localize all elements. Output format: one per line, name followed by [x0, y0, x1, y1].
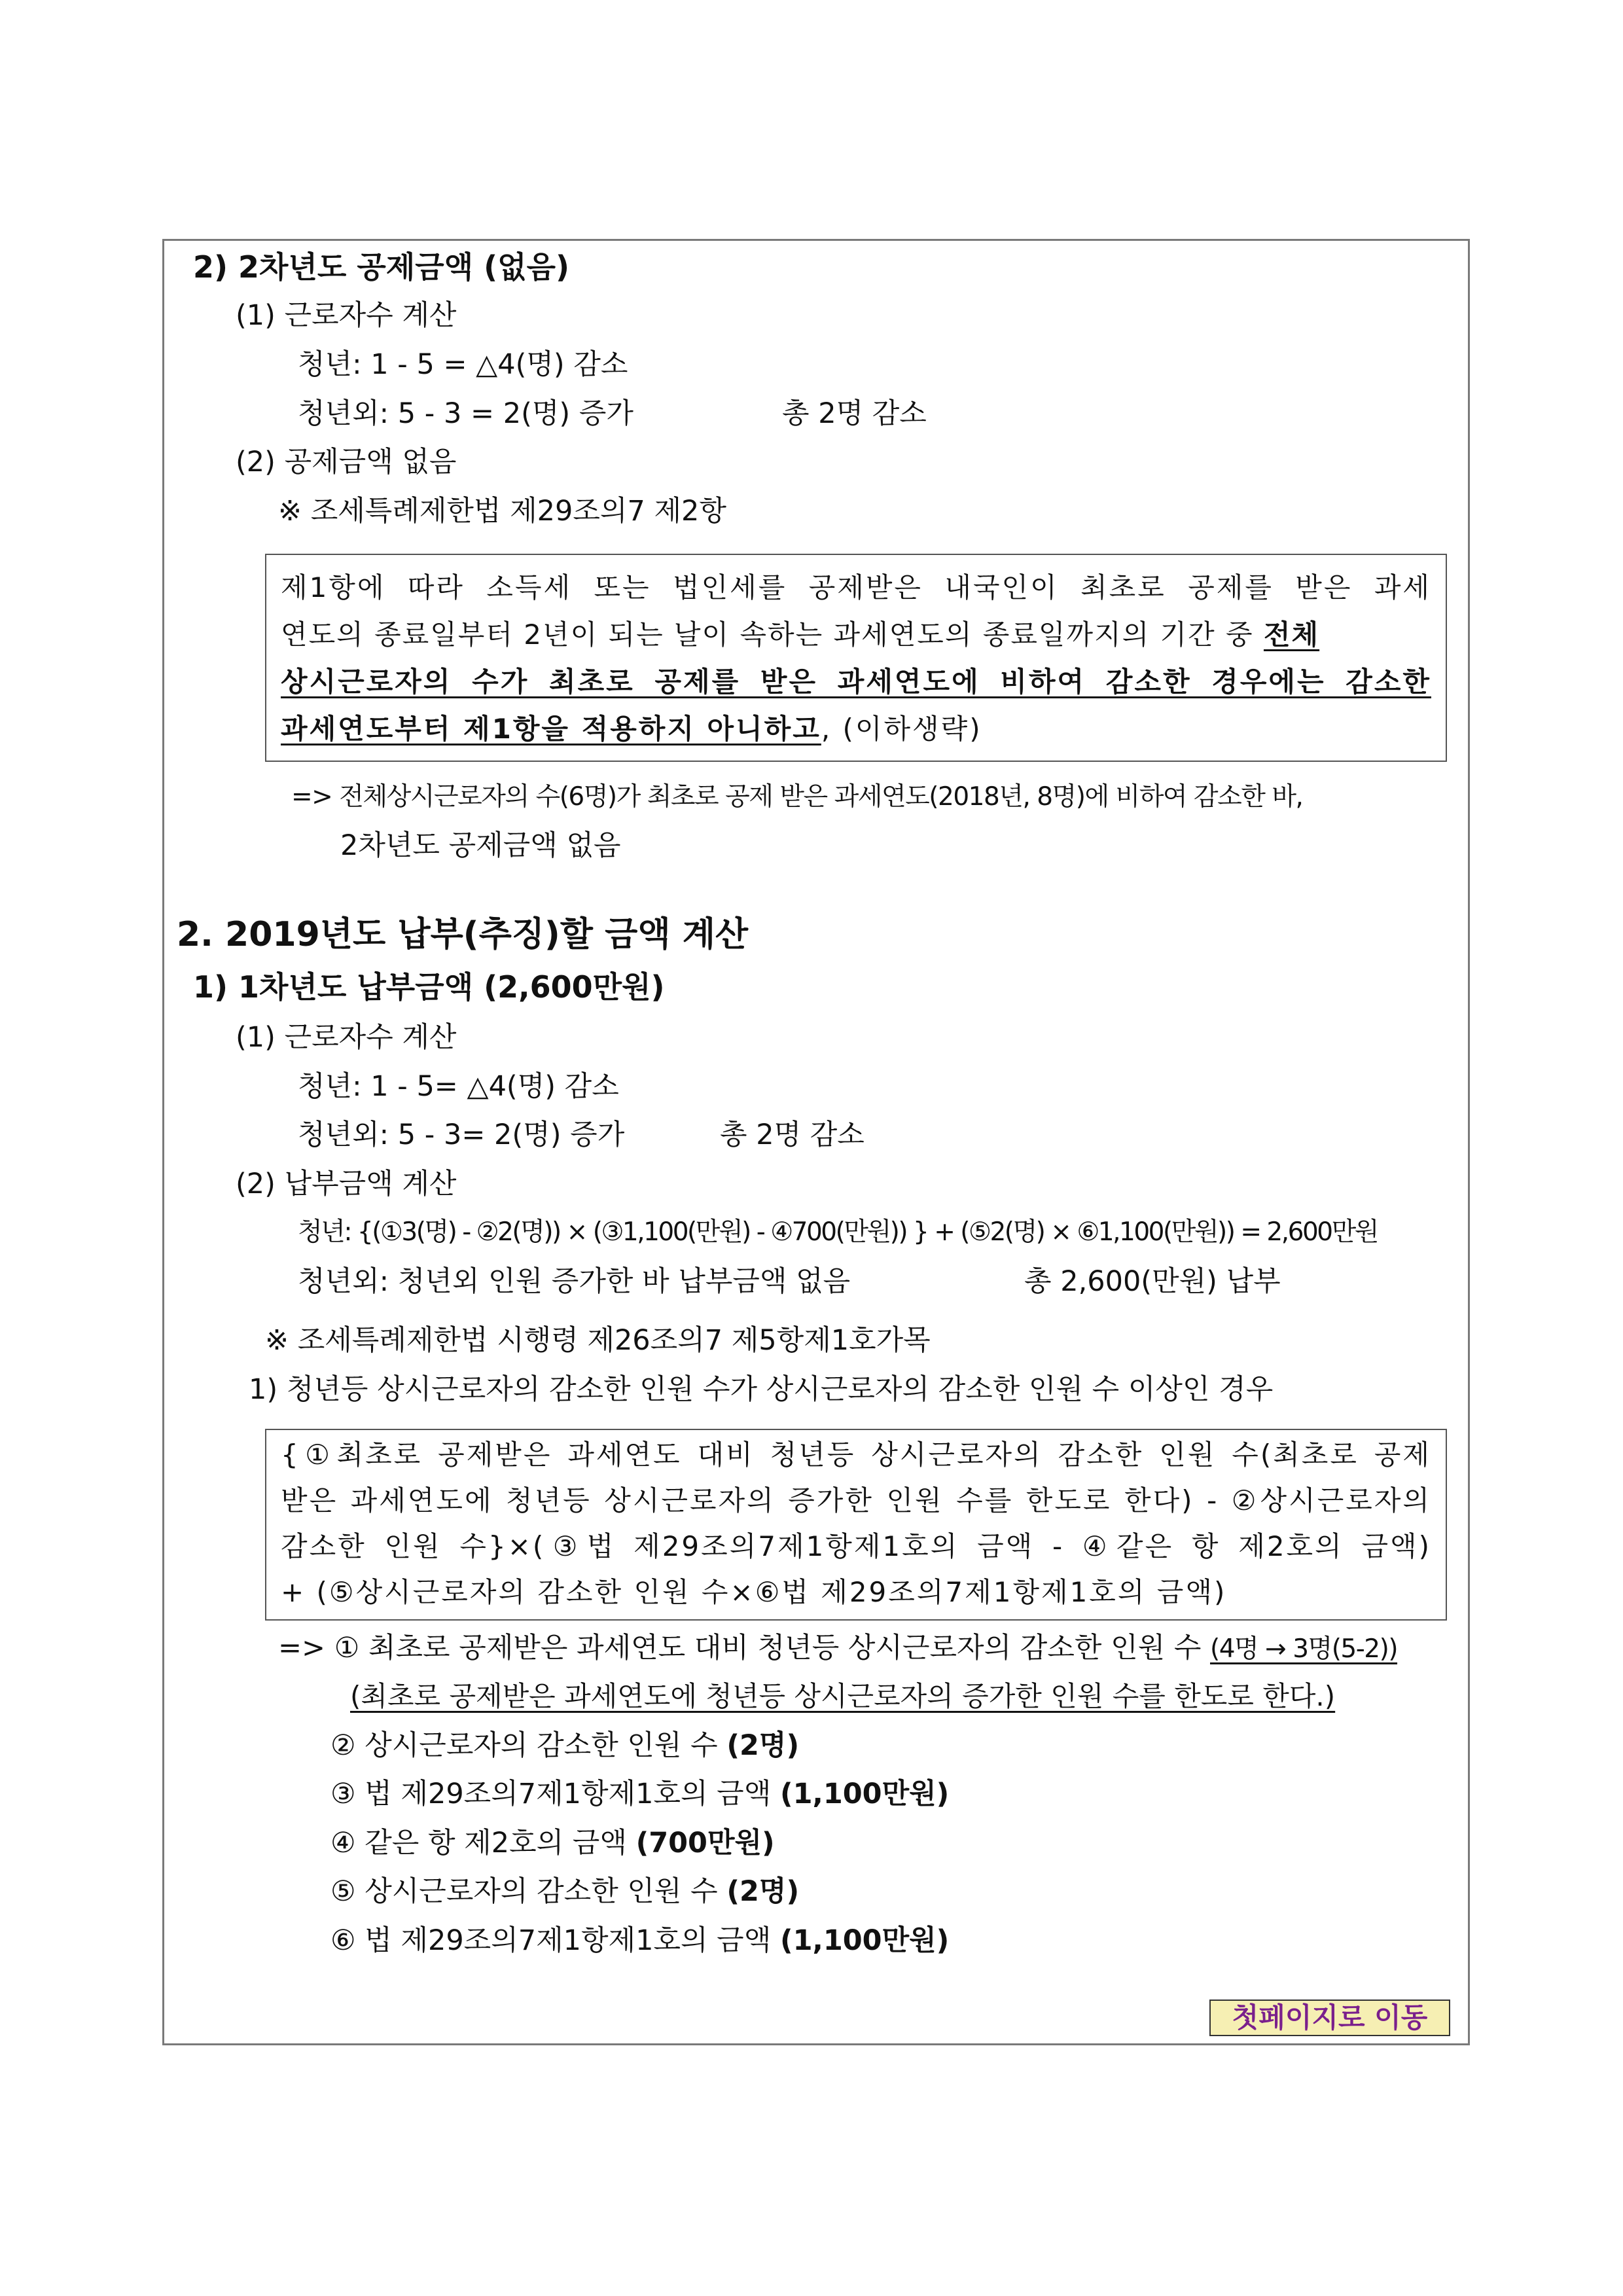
- explanation-6: [330, 1921, 949, 1960]
- youth-count-line: 청년: 1 - 5 = △4(명) 감소: [298, 348, 628, 381]
- section-title-2019: 2. 2019년도 납부(추징)할 금액 계산: [177, 915, 749, 954]
- formula-text-line: + (⑤상시근로자의 감소한 인원 수×⑥법 제29조의7제1항제1호의 금액): [281, 1576, 1227, 1608]
- explanation-2: [330, 1726, 799, 1765]
- subsection-title-year1: 1) 1차년도 납부금액 (2,600만원): [193, 969, 665, 1005]
- law-reference: ※ 조세특례제한법 제29조의7 제2항: [278, 495, 726, 528]
- total-change: 총 2명 감소: [720, 1119, 865, 1151]
- law-text-emphasis: 과세연도부터 제1항을 적용하지 아니하고: [281, 713, 821, 745]
- explanation-value: (2명): [726, 1729, 800, 1762]
- law-text-box: [265, 554, 1447, 762]
- law-text-span: , (이하생략): [821, 713, 982, 745]
- explanation-value: (700만원): [635, 1827, 775, 1859]
- conclusion-line-1: => 전체상시근로자의 수(6명)가 최초로 공제 받은 과세연도(2018년, 8명)에 비하여 감소한 바,: [291, 782, 1303, 812]
- section-title-year2: 2) 2차년도 공제금액 (없음): [193, 249, 570, 285]
- youth-payment-formula: 청년: {(①3(명) - ②2(명)) × (③1,100(만원) - ④700(만원)) } + (⑤2(명) × ⑥1,100(만원)) = 2,600만원: [298, 1217, 1378, 1247]
- explanation-1-note: [350, 1677, 1335, 1716]
- nonyouth-payment-line: 청년외: 청년외 인원 증가한 바 납부금액 없음: [298, 1265, 851, 1298]
- subheading-worker-count: (1) 근로자수 계산: [236, 299, 457, 332]
- explanation-value: (1,100만원): [779, 1778, 950, 1810]
- subheading-deduction: (2) 공제금액 없음: [236, 446, 457, 478]
- law-text-line: [281, 709, 1431, 749]
- total-change: 총 2명 감소: [782, 397, 927, 430]
- explanation-text: ② 상시근로자의 감소한 인원 수: [330, 1729, 727, 1762]
- youth-count-line: 청년: 1 - 5= △4(명) 감소: [298, 1070, 619, 1103]
- go-to-first-page-button[interactable]: 첫페이지로 이동: [1209, 2000, 1450, 2036]
- formula-text-line: 감소한 인원 수}×(③법 제29조의7제1항제1호의 금액 - ④같은 항 제2호의 금액): [281, 1530, 1431, 1562]
- total-payment: 총 2,600(만원) 납부: [1024, 1265, 1281, 1298]
- explanation-text: => ① 최초로 공제받은 과세연도 대비 청년등 상시근로자의 감소한 인원 수: [278, 1632, 1211, 1664]
- explanation-value: (4명 → 3명(5-2)): [1210, 1634, 1398, 1664]
- decree-reference: ※ 조세특례제한법 시행령 제26조의7 제5항제1호가목: [265, 1324, 931, 1357]
- explanation-4: [330, 1823, 775, 1863]
- law-text-emphasis: 상시근로자의 수가 최초로 공제를 받은 과세연도에 비하여 감소한 경우에는 감소한: [281, 666, 1431, 698]
- conclusion-line-2: 2차년도 공제금액 없음: [340, 829, 621, 862]
- explanation-5: [330, 1872, 799, 1911]
- nonyouth-count-line: 청년외: 5 - 3= 2(명) 증가: [298, 1119, 625, 1151]
- law-text-line: 제1항에 따라 소득세 또는 법인세를 공제받은 내국인이 최초로 공제를 받은 과세: [281, 571, 1431, 603]
- explanation-text: ⑥ 법 제29조의7제1항제1호의 금액: [330, 1924, 780, 1957]
- explanation-1: [278, 1628, 1397, 1669]
- explanation-value: (2명): [726, 1875, 800, 1908]
- formula-text-line: 받은 과세연도에 청년등 상시근로자의 증가한 인원 수를 한도로 한다) - ②상시근로자의: [281, 1484, 1431, 1516]
- explanation-note-text: (최초로 공제받은 과세연도에 청년등 상시근로자의 증가한 인원 수를 한도로 한다.): [350, 1680, 1336, 1712]
- explanation-text: ③ 법 제29조의7제1항제1호의 금액: [330, 1778, 780, 1810]
- explanation-text: ⑤ 상시근로자의 감소한 인원 수: [330, 1875, 727, 1908]
- law-text-line: [281, 615, 1431, 655]
- explanation-value: (1,100만원): [779, 1924, 950, 1957]
- explanation-text: ④ 같은 항 제2호의 금액: [330, 1827, 636, 1859]
- subheading-worker-count: (1) 근로자수 계산: [236, 1021, 457, 1054]
- law-text-emphasis: 전체: [1263, 619, 1320, 651]
- case-heading: 1) 청년등 상시근로자의 감소한 인원 수가 상시근로자의 감소한 인원 수 이상인 경우: [249, 1373, 1274, 1406]
- explanation-3: [330, 1774, 949, 1814]
- law-text-span: 연도의 종료일부터 2년이 되는 날이 속하는 과세연도의 종료일까지의 기간 중: [281, 619, 1264, 651]
- nonyouth-count-line: 청년외: 5 - 3 = 2(명) 증가: [298, 397, 633, 430]
- subheading-payment: (2) 납부금액 계산: [236, 1168, 457, 1200]
- formula-text-box: [265, 1429, 1447, 1621]
- law-text-line: [281, 662, 1431, 702]
- formula-text-line: {①최초로 공제받은 과세연도 대비 청년등 상시근로자의 감소한 인원 수(최초로 공제: [281, 1439, 1431, 1471]
